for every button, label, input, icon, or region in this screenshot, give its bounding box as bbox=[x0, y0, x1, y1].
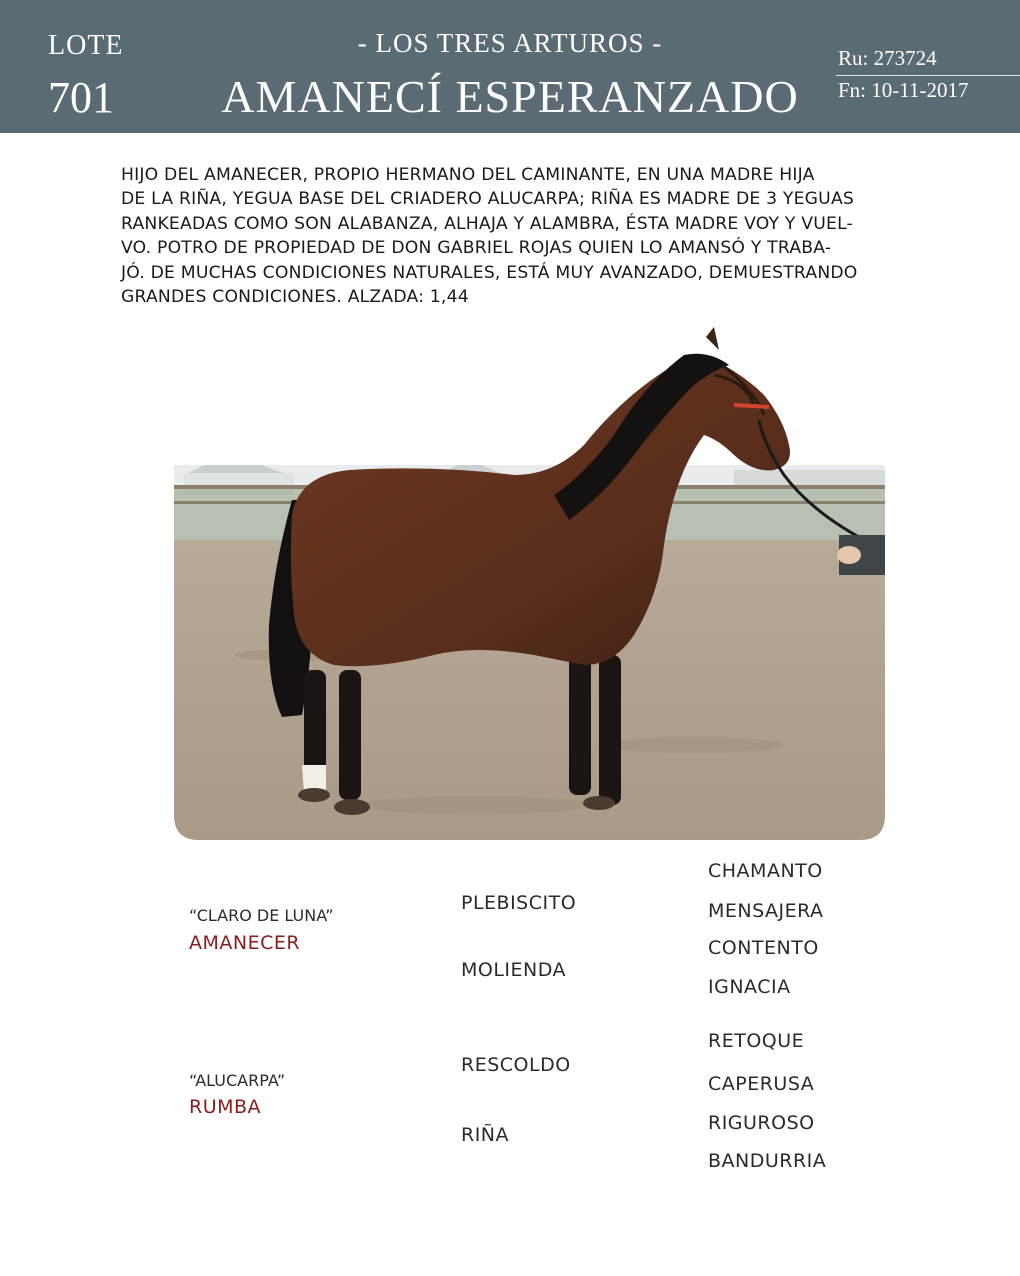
description-line: DE LA RIÑA, YEGUA BASE DEL CRIADERO ALUCARPA; RIÑA ES MADRE DE 3 YEGUAS bbox=[121, 189, 855, 210]
sire-name: AMANECER bbox=[189, 932, 301, 954]
sire-dam-name: MOLIENDA bbox=[461, 959, 567, 981]
gen3-ancestor: CONTENTO bbox=[708, 937, 819, 959]
description-line: VO. POTRO DE PROPIEDAD DE DON GABRIEL ROJAS QUIEN LO AMANSÓ Y TRABA- bbox=[121, 238, 832, 259]
description-line: RANKEADAS COMO SON ALABANZA, ALHAJA Y ALAMBRA, ÉSTA MADRE VOY Y VUEL- bbox=[121, 213, 853, 234]
gen3-ancestor: BANDURRIA bbox=[708, 1150, 827, 1172]
dam-dam-name: RIÑA bbox=[461, 1124, 510, 1146]
lote-number: 701 bbox=[48, 73, 114, 122]
gen3-ancestor: IGNACIA bbox=[708, 976, 791, 998]
header-divider bbox=[836, 75, 1020, 76]
description-line: JÓ. DE MUCHAS CONDICIONES NATURALES, ESTÁ MUY AVANZADO, DEMUESTRANDO bbox=[121, 262, 858, 283]
birth-date: Fn: 10-11-2017 bbox=[838, 78, 969, 102]
dam-name: RUMBA bbox=[189, 1096, 262, 1118]
gen3-ancestor: RIGUROSO bbox=[708, 1112, 815, 1134]
description-line: GRANDES CONDICIONES. ALZADA: 1,44 bbox=[121, 287, 469, 308]
registration-number: Ru: 273724 bbox=[838, 46, 937, 70]
header-banner bbox=[0, 0, 1020, 133]
horse-name: AMANECÍ ESPERANZADO bbox=[221, 71, 799, 122]
gen3-ancestor: RETOQUE bbox=[708, 1030, 805, 1052]
lote-label: LOTE bbox=[48, 30, 124, 61]
gen3-ancestor: MENSAJERA bbox=[708, 900, 824, 922]
sire-nickname: “CLARO DE LUNA” bbox=[189, 906, 334, 925]
gen3-ancestor: CAPERUSA bbox=[708, 1073, 815, 1095]
horse-description bbox=[121, 163, 951, 309]
dam-sire-name: RESCOLDO bbox=[461, 1054, 571, 1076]
gen3-ancestor: CHAMANTO bbox=[708, 860, 823, 882]
sire-sire-name: PLEBISCITO bbox=[461, 892, 577, 914]
breeder-name: - LOS TRES ARTUROS - bbox=[357, 28, 663, 58]
dam-nickname: “ALUCARPA” bbox=[189, 1071, 286, 1090]
description-line: HIJO DEL AMANECER, PROPIO HERMANO DEL CAMINANTE, EN UNA MADRE HIJA bbox=[121, 165, 815, 185]
horse-photo bbox=[174, 325, 885, 840]
